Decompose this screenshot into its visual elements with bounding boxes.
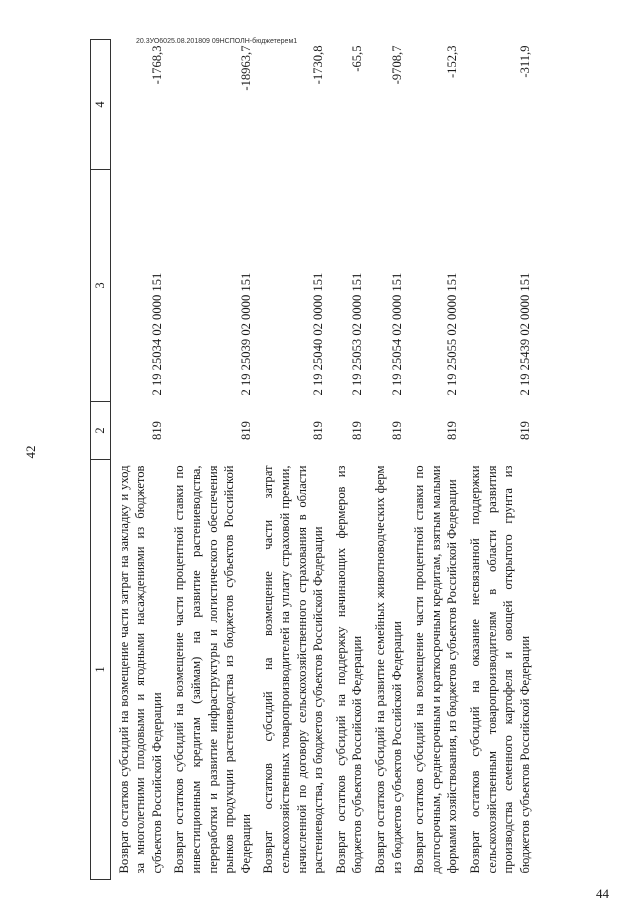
row-kbk-code: 2 19 25054 02 0000 151: [389, 272, 404, 396]
row-description: Возврат остатков субсидий на оказание несвязанной поддержки сельскохозяйственным товаропроизводителям в области развития производства семенного картофеля и овощей открытого грунта из бюджетов субъектов Российской Федерации: [468, 465, 532, 874]
rotated-document-body: [90, 40, 610, 880]
row-amount: -1768,3: [149, 45, 164, 85]
table-row: [329, 40, 368, 880]
table-row: [463, 40, 535, 880]
column-header: 3: [91, 170, 111, 402]
row-admin-code: 819: [517, 421, 532, 440]
row-amount: -311,9: [517, 45, 532, 78]
row-amount: -1730,8: [311, 45, 326, 85]
row-admin-code: 819: [149, 421, 164, 440]
row-admin-code: 819: [350, 421, 365, 440]
row-kbk-code: 2 19 25055 02 0000 151: [445, 272, 460, 396]
row-admin-code: 819: [445, 421, 460, 440]
revenue-table: [90, 39, 536, 880]
row-description: Возврат остатков субсидий на возмещение части процентной ставки по долгосрочным, среднесрочным и краткосрочным кредитам, взятым малыми формами хозяйствования, из бюджетов субъектов Российской Федерации: [412, 465, 460, 874]
row-admin-code: 819: [389, 421, 404, 440]
table-row: [167, 40, 256, 880]
row-amount: -18963,7: [238, 45, 253, 91]
row-kbk-code: 2 19 25439 02 0000 151: [517, 272, 532, 396]
row-admin-code: 819: [311, 421, 326, 440]
row-description: Возврат остатков субсидий на возмещение части процентной ставки по инвестиционным кредитам (займам) на развитие растениеводства, переработки и развитие инфраструктуры и логистического обеспечения рынков продукции растениеводства из бюджетов субъектов Российской Федерации: [172, 465, 253, 874]
document-stamp: 20.3УО6025.08.201809 09НСПОЛН-бюджетерем1: [136, 38, 298, 45]
page-number-bottom: 44: [596, 886, 609, 901]
column-header: 1: [91, 460, 111, 880]
row-kbk-code: 2 19 25034 02 0000 151: [149, 272, 164, 396]
row-description: Возврат остатков субсидий на развитие семейных животноводческих ферм из бюджетов субъектов Российской Федерации: [373, 465, 404, 874]
row-description: Возврат остатков субсидий на поддержку начинающих фермеров из бюджетов субъектов Российской Федерации: [333, 465, 365, 874]
row-kbk-code: 2 19 25039 02 0000 151: [238, 272, 253, 396]
row-description: Возврат остатков субсидий на возмещение части затрат сельскохозяйственных товаропроизводителей на уплату страховой премии, начисленной по договору сельскохозяйственного страхования в области растениеводства, из бюджетов субъектов Российской Федерации: [261, 465, 326, 874]
column-header: 4: [91, 40, 111, 170]
row-kbk-code: 2 19 25053 02 0000 151: [350, 272, 365, 396]
row-amount: -9708,7: [389, 45, 404, 85]
page-number-top: 42: [23, 445, 38, 459]
row-amount: -152,3: [445, 45, 460, 79]
row-amount: -65,5: [350, 45, 365, 72]
table-row: [368, 40, 407, 880]
row-description: Возврат остатков субсидий на возмещение части затрат на закладку и уход за многолетними плодовыми и ягодными насаждениями из бюджетов субъектов Российской Федерации: [116, 465, 164, 874]
table-row: [407, 40, 463, 880]
table-header-row: [91, 40, 111, 880]
table-row: [256, 40, 328, 880]
row-admin-code: 819: [238, 421, 253, 440]
column-header: 2: [91, 402, 111, 460]
row-kbk-code: 2 19 25040 02 0000 151: [311, 272, 326, 396]
table-row: [110, 40, 167, 880]
